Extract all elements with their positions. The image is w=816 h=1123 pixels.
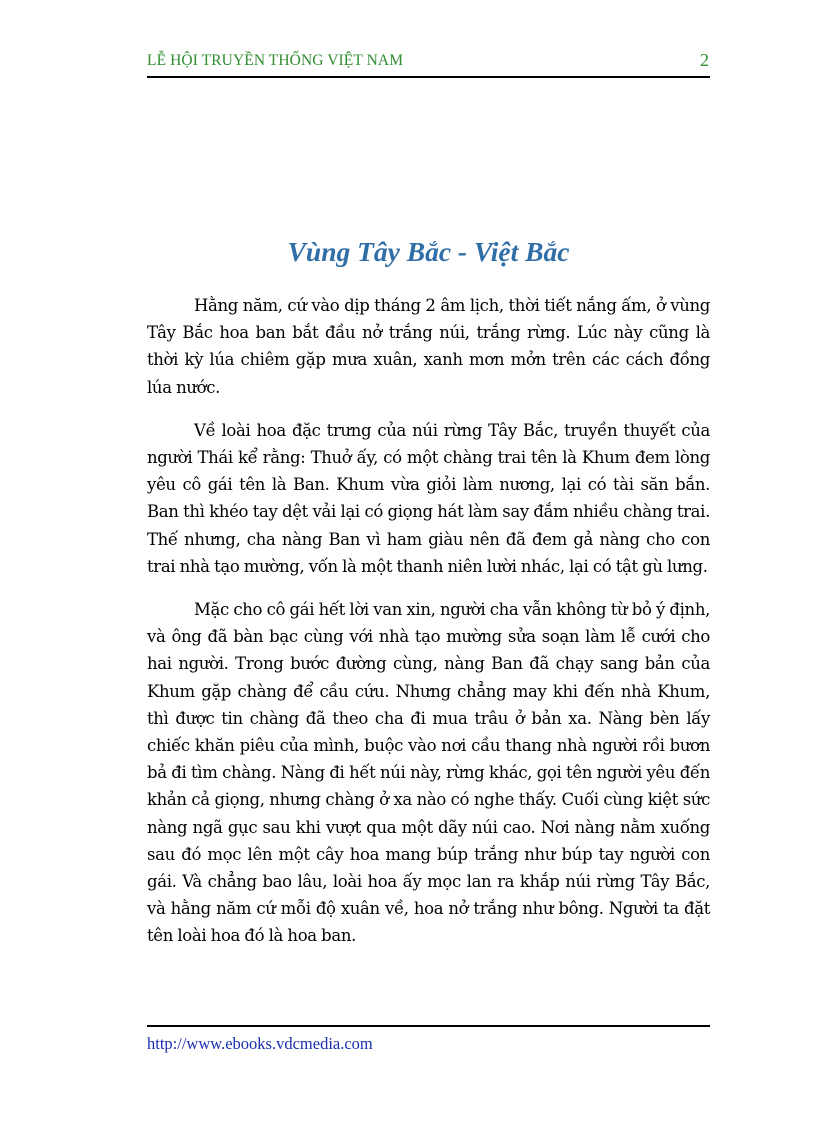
- paragraph: Hằng năm, cứ vào dịp tháng 2 âm lịch, thời tiết nắng ấm, ở vùng Tây Bắc hoa ban bắt đầu nở trắng núi, trắng rừng. Lúc này cũng là thời kỳ lúa chiêm gặp mưa xuân, xanh mơn mởn trên các cách đồng lúa nước.: [147, 296, 710, 397]
- paragraph: Về loài hoa đặc trưng của núi rừng Tây Bắc, truyền thuyết của người Thái kể rằng: Thuở ấy, có một chàng trai tên là Khum đem lòng yêu cô gái tên là Ban. Khum vừa giỏi làm nương, lại có tài săn bắn. Ban thì khéo tay dệt vải lại có giọng hát làm say đắm nhiều chàng trai. Thế nhưng, cha nàng Ban vì ham giàu nên đã đem gả nàng cho con trai nhà tạo mường, vốn là một thanh niên lười nhác, lại có tật gù lưng.: [147, 420, 710, 576]
- page-number: 2: [700, 50, 709, 70]
- page-header: [147, 52, 710, 78]
- running-header-title: LỄ HỘI TRUYỀN THỐNG VIỆT NAM: [147, 52, 404, 69]
- body-text: [147, 292, 710, 966]
- footer-divider: [147, 1025, 710, 1027]
- section-heading: Vùng Tây Bắc - Việt Bắc: [287, 236, 570, 267]
- paragraph: Mặc cho cô gái hết lời van xin, người cha vẫn không từ bỏ ý định, và ông đã bàn bạc cùng với nhà tạo mường sửa soạn làm lễ cưới cho hai người. Trong bước đường cùng, nàng Ban đã chạy sang bản của Khum gặp chàng để cầu cứu. Nhưng chẳng may khi đến nhà Khum, thì được tin chàng đã theo cha đi mua trâu ở bản xa. Nàng bèn lấy chiếc khăn piêu của mình, buộc vào nơi cầu thang nhà người rồi bươn bả đi tìm chàng. Nàng đi hết núi này, rừng khác, gọi tên người yêu đến khản cả giọng, nhưng chàng ở xa nào có nghe thấy. Cuối cùng kiệt sức nàng ngã gục sau khi vượt qua một dãy núi cao. Nơi nàng nằm xuống sau đó mọc lên một cây hoa mang búp trắng như búp tay người con gái. Và chẳng bao lâu, loài hoa ấy mọc lan ra khắp núi rừng Tây Bắc, và hằng năm cứ mỗi độ xuân về, hoa nở trắng như bông. Người ta đặt tên loài hoa đó là hoa ban.: [147, 600, 710, 946]
- footer-link[interactable]: http://www.ebooks.vdcmedia.com: [147, 1034, 373, 1053]
